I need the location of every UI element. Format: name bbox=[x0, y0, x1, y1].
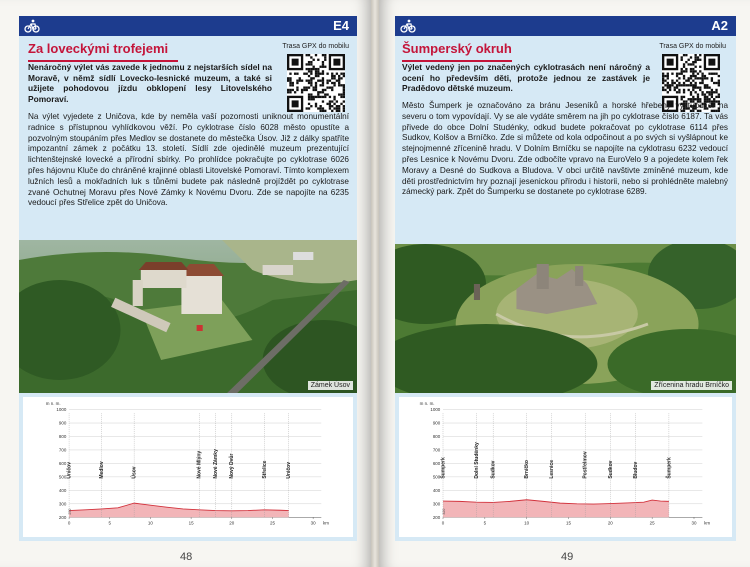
waypoint-label: Úsov bbox=[131, 466, 138, 479]
x-unit-label: km bbox=[704, 520, 711, 526]
x-tick-label: 15 bbox=[566, 520, 571, 526]
waypoint-label: Nové Mlýny bbox=[196, 450, 203, 479]
route-panel-a2 bbox=[395, 16, 736, 541]
route-description: Na výlet vyjedete z Uničova, kde by neměla vaší pozornosti uniknout monumentální radnice s přístupnou vyhlídkovou věží. Po cyklotrase číslo 6028 město opustíte a pozvolným stoupáním přes Medlov se dostanete do městečka Úsov. Již z dálky spatříte impozantní zámek z počátku 13. století. Sídlí zde ojedinělé muzeum prezentující lichtenštejnské lovecké a přírodní sbírky. Po prohlídce pokračujte po cyklotrase 6026 přes hájovnu Kluče do chráněné krajinné oblasti Litovelské Pomoraví. Tímto komplexem lužních lesů a mokřadních luk s tůněmi budete pak následně projíždět po cyklotrase zvané Ochutnej Moravu přes Nové Zámky k Novému Dvoru. Zde se napojíte na 6235 vedoucí přes Střelice zpět do Uničova. bbox=[28, 112, 349, 208]
header-bar bbox=[19, 16, 357, 36]
left-page bbox=[0, 0, 371, 567]
route-title: Za loveckými trofejemi bbox=[28, 41, 169, 56]
route-panel-e4 bbox=[19, 16, 357, 541]
start-elevation-label: 250 bbox=[67, 508, 72, 515]
x-tick-label: 5 bbox=[108, 520, 112, 526]
y-tick-label: 300 bbox=[58, 501, 67, 507]
section-code: A2 bbox=[711, 18, 728, 33]
waypoint-label: Sudkov bbox=[490, 460, 497, 479]
y-unit-label: m n. m. bbox=[419, 401, 435, 407]
y-tick-label: 700 bbox=[58, 447, 67, 453]
x-tick-label: 20 bbox=[229, 520, 235, 526]
y-unit-label: m n. m. bbox=[45, 401, 61, 407]
x-tick-label: 10 bbox=[147, 520, 153, 526]
y-tick-label: 700 bbox=[432, 447, 441, 453]
waypoint-label: Šumperk bbox=[666, 457, 673, 479]
photo-caption: Zámek Úsov bbox=[308, 381, 353, 390]
page-number: 48 bbox=[180, 551, 193, 563]
waypoint-label: Lesnice bbox=[549, 459, 556, 479]
y-tick-label: 900 bbox=[58, 420, 67, 426]
castle-photo bbox=[19, 240, 357, 393]
waypoint-label: Brníčko bbox=[524, 459, 531, 479]
start-elevation-label: 320 bbox=[441, 508, 446, 515]
y-tick-label: 900 bbox=[432, 420, 441, 426]
y-tick-label: 500 bbox=[58, 474, 67, 480]
x-tick-label: 25 bbox=[649, 520, 655, 526]
gpx-label: Trasa GPX do mobilu bbox=[282, 43, 349, 50]
y-tick-label: 500 bbox=[432, 474, 441, 480]
x-tick-label: 30 bbox=[691, 520, 697, 526]
x-tick-label: 10 bbox=[524, 520, 530, 526]
waypoint-label: Sudkov bbox=[607, 460, 614, 479]
waypoint-label: Medlov bbox=[99, 461, 106, 479]
y-tick-label: 600 bbox=[58, 461, 67, 467]
elevation-chart bbox=[399, 397, 732, 537]
waypoint-label: Střelice bbox=[261, 460, 268, 479]
x-tick-label: 15 bbox=[188, 520, 194, 526]
y-tick-label: 400 bbox=[432, 487, 441, 493]
x-tick-label: 0 bbox=[67, 520, 71, 526]
route-description: Město Šumperk je označováno za bránu Jeseníků a horské hřebeny vystupující na severu o tom vypovídají. Vy se ale vydáte směrem na jih po cyklotrase číslo 6187. Ta vás přivede do obce Dolní Studénky, odkud budete pokračovat po cyklotrase 6114 přes Sudkov, Kolšov a Brníčko. Zde si můžete od kola odpočinout a po svých si vyšlápnout ke stejnojmenné zřícenině hradu. V Dolním Brníčku se napojíte na cyklotrasu 6232 vedoucí přes Lesnice k Novému Dvoru. Zde odbočíte vpravo na EuroVelo 9 a pojedete kolem řek Moravy a Desné do Sudkova a Bludova. V obci určitě navštivte zmíněné muzeum, kde děti prostřednictvím hry poznají jesenickou přírodu i historii, nebo si prohlédněte malebný zámecký park. Zpět do Šumperku se dostanete po cyklotrase 6289. bbox=[402, 101, 728, 197]
x-tick-label: 5 bbox=[483, 520, 487, 526]
y-tick-label: 400 bbox=[58, 487, 67, 493]
gpx-label: Trasa GPX do mobilu bbox=[659, 43, 726, 50]
elevation-profile bbox=[399, 397, 732, 537]
elevation-chart bbox=[23, 397, 353, 537]
header-bar bbox=[395, 16, 736, 36]
y-tick-label: 800 bbox=[58, 434, 67, 440]
waypoint-label: Šumperk bbox=[440, 457, 447, 479]
waypoint-label: Uničov bbox=[66, 461, 73, 479]
y-tick-label: 200 bbox=[58, 514, 67, 520]
x-tick-label: 0 bbox=[441, 520, 445, 526]
x-unit-label: km bbox=[323, 520, 330, 526]
bicycle-icon bbox=[400, 18, 416, 34]
y-tick-label: 200 bbox=[432, 514, 441, 520]
waypoint-label: Uničov bbox=[286, 461, 293, 479]
y-tick-label: 1000 bbox=[430, 407, 441, 413]
elevation-profile bbox=[23, 397, 353, 537]
x-tick-label: 20 bbox=[607, 520, 613, 526]
ruin-photo bbox=[395, 244, 736, 393]
y-tick-label: 600 bbox=[432, 461, 441, 467]
y-tick-label: 800 bbox=[432, 434, 441, 440]
photo-caption: Zřícenina hradu Brníčko bbox=[651, 381, 732, 390]
right-page bbox=[379, 0, 750, 567]
qr-code bbox=[287, 54, 345, 112]
page-number: 49 bbox=[561, 551, 574, 563]
bicycle-icon bbox=[24, 18, 40, 34]
y-tick-label: 1000 bbox=[56, 407, 67, 413]
x-tick-label: 30 bbox=[310, 520, 316, 526]
route-lead: Výlet vedený jen po značených cyklotrasách není náročný a ocení ho především děti, protože jednou ze zastávek je Pradědovo dětské muzeum. bbox=[402, 62, 650, 94]
y-tick-label: 300 bbox=[432, 501, 441, 507]
waypoint-label: Postřelmov bbox=[582, 451, 589, 479]
waypoint-label: Nové Zámky bbox=[212, 449, 219, 479]
x-tick-label: 25 bbox=[269, 520, 275, 526]
waypoint-label: Dolní Studénky bbox=[473, 442, 480, 479]
route-lead: Nenáročný výlet vás zavede k jednomu z nejstarších sídel na Moravě, v němž sídlí Lovecko-lesnické muzeum, a také si užijete pohodovou jízdu obklopení lesy Litovelského Pomoraví. bbox=[28, 62, 272, 104]
route-title: Šumperský okruh bbox=[402, 41, 512, 56]
section-code: E4 bbox=[333, 18, 349, 33]
waypoint-label: Bludov bbox=[632, 461, 639, 479]
waypoint-label: Nový Dvůr bbox=[229, 453, 236, 479]
